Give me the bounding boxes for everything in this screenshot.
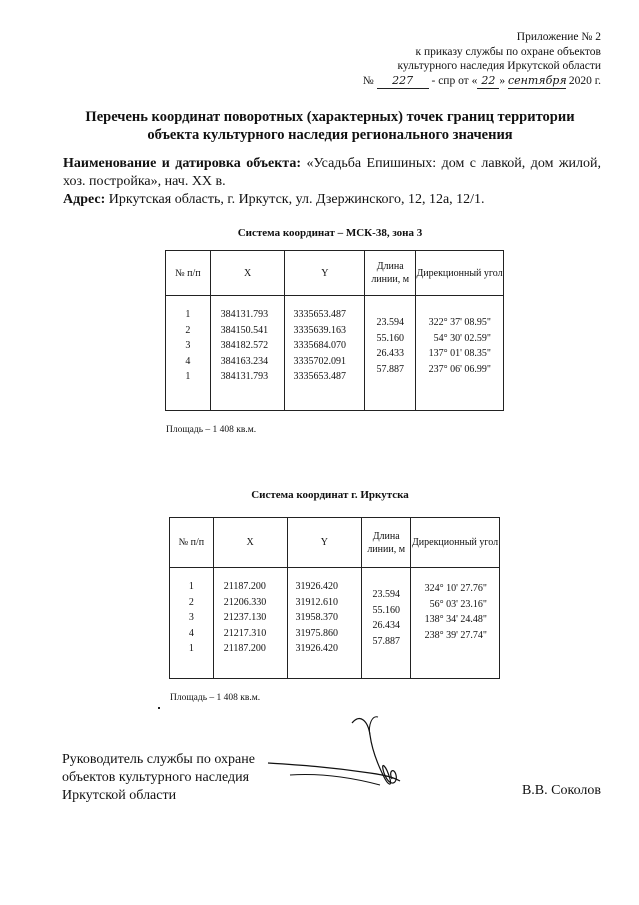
col-length (362, 568, 411, 679)
signer-position (62, 751, 255, 805)
point-num: 1 (185, 371, 191, 382)
header-y: Y (285, 251, 365, 296)
header-angle: Дирекционный угол (416, 251, 504, 296)
order-number-line (301, 74, 601, 90)
annex-line-3: культурного наследия Иркутской области (397, 60, 601, 72)
table-header-row (166, 251, 504, 296)
order-number: 227 (377, 74, 429, 90)
order-quote: » (499, 74, 506, 87)
direction-angle: 138° 34' 24.48" (424, 614, 487, 625)
point-x: 384131.793 (220, 371, 269, 382)
col-angle (416, 296, 504, 411)
point-x: 384131.793 (220, 309, 269, 320)
point-num: 3 (188, 612, 194, 623)
point-x: 384182.572 (220, 340, 269, 351)
header-length: Длина линии, м (365, 251, 416, 296)
header-y: Y (287, 518, 362, 568)
point-y: 3335684.070 (293, 340, 346, 351)
header-num: № п/п (170, 518, 214, 568)
signer-line-2: объектов культурного наследия (62, 770, 250, 785)
direction-angle: 324° 10' 27.76" (424, 583, 487, 594)
col-y (287, 568, 362, 679)
point-y: 3335639.163 (293, 324, 346, 336)
order-month: сентября (508, 74, 566, 90)
header-length: Длина линии, м (362, 518, 411, 568)
point-num: 2 (185, 324, 191, 336)
point-num: 3 (185, 340, 191, 351)
col-num (170, 568, 214, 679)
header-num: № п/п (166, 251, 211, 296)
title-line-2: объекта культурного наследия регионального значения (147, 127, 513, 143)
point-num: 1 (188, 643, 194, 654)
col-length (365, 296, 416, 411)
coord-system-title-irkutsk: Система координат г. Иркутска (251, 489, 409, 501)
signer-line-3: Иркутской области (62, 788, 177, 803)
order-from-label: - спр от « (431, 74, 478, 87)
segment-length: 57.887 (372, 635, 400, 647)
header-x: X (210, 251, 285, 296)
header-angle: Дирекционный угол (411, 518, 500, 568)
coords-table-msk38 (165, 250, 504, 411)
point-num: 1 (188, 581, 194, 592)
col-y (285, 296, 365, 411)
point-y: 3335653.487 (293, 371, 346, 382)
point-y: 31958.370 (295, 612, 338, 623)
point-x: 21237.130 (223, 612, 267, 623)
signature-image (260, 705, 430, 815)
segment-length: 57.887 (376, 363, 404, 375)
point-num: 1 (185, 309, 191, 320)
scan-speck (158, 707, 160, 709)
order-day: 22 (477, 74, 499, 90)
annex-header (301, 30, 601, 89)
col-x (210, 296, 285, 411)
object-name (63, 155, 601, 191)
area-label-msk38: Площадь – 1 408 кв.м. (166, 425, 257, 435)
object-name-value: «Усадьба Епишиных: дом с лавкой, дом жилой, хоз. постройка», нач. XX в. (63, 156, 602, 189)
direction-angle: 137° 01' 08.35" (428, 348, 491, 359)
page-title (40, 108, 620, 144)
point-y: 31975.860 (295, 627, 338, 639)
signer-line-1: Руководитель службы по охране (62, 752, 255, 767)
table-body-row (166, 296, 504, 411)
point-y: 3335702.091 (293, 355, 346, 367)
area-label-irkutsk: Площадь – 1 408 кв.м. (170, 693, 261, 703)
annex-line-1: Приложение № 2 (516, 31, 601, 43)
point-x: 21217.310 (223, 627, 267, 639)
point-num: 4 (185, 355, 191, 367)
order-year: 2020 г. (568, 74, 601, 87)
point-y: 3335653.487 (293, 309, 346, 320)
segment-length: 23.594 (376, 317, 404, 328)
order-no-label: № (362, 74, 374, 87)
point-y: 31926.420 (295, 643, 338, 654)
header-x: X (213, 518, 287, 568)
signer-name: В.В. Соколов (521, 783, 601, 798)
segment-length: 26.434 (372, 620, 400, 631)
annex-line-2: к приказу службы по охране объектов (415, 45, 601, 58)
coords-table-irkutsk (169, 517, 500, 679)
title-line-1: Перечень координат поворотных (характерных) точек границ территории (85, 109, 575, 125)
direction-angle: 237° 06' 06.99" (428, 363, 491, 375)
point-num: 4 (188, 627, 194, 639)
table-body-row (170, 568, 500, 679)
segment-length: 55.160 (376, 332, 404, 344)
direction-angle: 238° 39' 27.74" (424, 629, 487, 641)
col-angle (411, 568, 500, 679)
coord-system-title-msk38: Система координат – МСК-38, зона 3 (237, 227, 423, 239)
table-header-row (170, 518, 500, 568)
object-address (63, 191, 601, 209)
address-label: Адрес: (63, 192, 106, 207)
point-y: 31912.610 (295, 596, 338, 608)
point-y: 31926.420 (295, 581, 338, 592)
segment-length: 26.433 (376, 348, 404, 359)
direction-angle: 322° 37' 08.95" (428, 317, 491, 328)
point-x: 21187.200 (223, 581, 266, 592)
address-value: Иркутская область, г. Иркутск, ул. Дзержинского, 12, 12а, 12/1. (108, 192, 485, 207)
point-x: 384150.541 (220, 324, 269, 336)
col-num (166, 296, 211, 411)
point-num: 2 (188, 596, 194, 608)
direction-angle: 56° 03' 23.16" (429, 598, 487, 610)
direction-angle: 54° 30' 02.59" (433, 332, 491, 344)
point-x: 21206.330 (223, 596, 267, 608)
object-description (63, 155, 601, 209)
point-x: 384163.234 (220, 355, 269, 367)
point-x: 21187.200 (223, 643, 266, 654)
segment-length: 55.160 (372, 604, 400, 616)
segment-length: 23.594 (372, 589, 400, 600)
object-name-label: Наименование и датировка объекта: (63, 156, 302, 171)
col-x (213, 568, 287, 679)
